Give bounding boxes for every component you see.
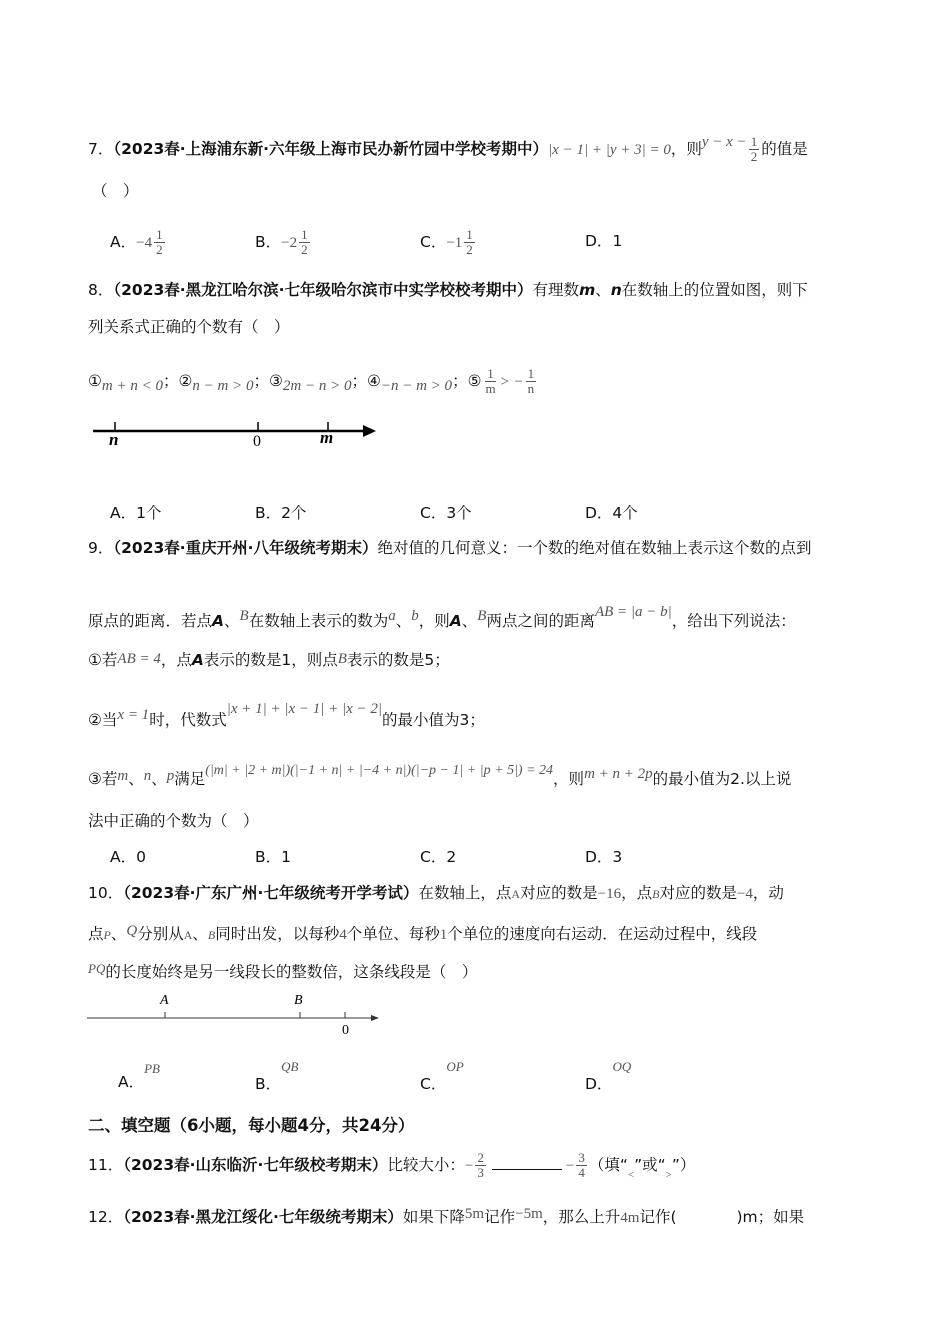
q7-option-a[interactable]: A．−4 $\frac{1}{2}$	[110, 227, 163, 257]
q9-option-d[interactable]: D．3	[585, 848, 623, 866]
q10-axis-arrow	[371, 1015, 379, 1021]
q7-option-c[interactable]: C．−1 $\frac{1}{2}$	[420, 227, 473, 257]
q7-number: 7．	[88, 140, 114, 158]
q10-stem: 10．（2023春·广东广州·七年级统考开学考试）在数轴上，点A对应的数是−16，点B对应的数是−4，动	[88, 884, 784, 902]
q11-fraction-1: $\frac{2}{3}$	[477, 1150, 484, 1180]
q8-stem: 8．（2023春·黑龙江哈尔滨·七年级哈尔滨市中实学校校考期中）有理数m、n在数轴上的位置如图，则下	[88, 281, 808, 299]
q9-source: （2023春·重庆开州·八年级统考期末）	[113, 539, 378, 557]
q8-source: （2023春·黑龙江哈尔滨·七年级哈尔滨市中实学校校考期中）	[113, 281, 533, 299]
q8-option-b[interactable]: B．2个	[255, 504, 307, 522]
q8-number-line	[88, 412, 388, 454]
q9-statement-3: ③若m、n、p满足(|m| + |2 + m|)(|−1 + n| + |−4 + n|)(|−p − 1| + |p + 5|) = 24，则m + n + 2p的最小值为2.以上说	[88, 763, 792, 788]
q10-option-b[interactable]: B．$^{QB}$	[255, 1059, 299, 1093]
q10-option-d[interactable]: D．$^{OQ}$	[585, 1059, 632, 1093]
q9-stem-line2: 原点的距离．若点A、B在数轴上表示的数为a、b，则A、B两点之间的距离AB = |a − b|，给出下列说法：	[88, 604, 796, 630]
q9-stem: 9．（2023春·重庆开州·八年级统考期末）绝对值的几何意义：一个数的绝对值在数轴上表示这个数的点到	[88, 539, 812, 557]
q7-paren: （ ）	[92, 182, 139, 200]
q12-stem: 12．（2023春·黑龙江绥化·七年级统考期末）如果下降5m记作−5m，那么上升4m记作( )m；如果	[88, 1206, 805, 1226]
q11-stem: 11．（2023春·山东临沂·七年级校考期末）比较大小：− $\frac{2}{3}$ − $\frac{3}{4}$ （填“$_<$”或“$_>$”）	[88, 1150, 696, 1181]
q8-relations: ①m + n < 0；②n − m > 0；③2m − n > 0；④−n − m > 0；⑤ $\frac{1}{m}$ > − $\frac{1}{n}$	[88, 366, 535, 396]
q9-statement-2: ②当x = 1时，代数式|x + 1| + |x − 1| + |x − 2|的最小值为3；	[88, 701, 485, 729]
q8-axis-arrow	[363, 425, 376, 437]
q9-statement-1: ①若AB = 4，点A表示的数是1，则点B表示的数是5；	[88, 651, 450, 669]
q7-stem: 7．（2023春·上海浦东新·六年级上海市民办新竹园中学校考期中）|x − 1| + |y + 3| = 0，则y − x − $\frac{1}{2}$ 的值是	[88, 134, 808, 164]
q7-condition: |x − 1| + |y + 3| = 0	[548, 142, 671, 158]
q9-stem-last: 法中正确的个数为（ ）	[88, 812, 259, 830]
q11-fraction-2: $\frac{3}{4}$	[578, 1150, 585, 1180]
q8-label-m: m	[320, 428, 334, 447]
q8-stem-line2: 列关系式正确的个数有（ ）	[88, 318, 290, 336]
q10-source: （2023春·广东广州·七年级统考开学考试）	[123, 884, 419, 902]
q10-label-zero: 0	[342, 1023, 349, 1038]
q7-option-d[interactable]: D．1	[585, 232, 623, 250]
q10-stem-line2: 点P、Q分别从A、B同时出发，以每秒4个单位、每秒1个单位的速度向右运动．在运动过程中，线段	[88, 923, 758, 943]
q7-expression: y − x −	[701, 134, 747, 150]
q7-option-b[interactable]: B．−2 $\frac{1}{2}$	[255, 227, 308, 257]
q12-source: （2023春·黑龙江绥化·七年级统考期末）	[123, 1208, 403, 1226]
q10-option-a[interactable]: A．PB	[118, 1061, 160, 1091]
section-heading: 二、填空题（6小题，每小题4分，共24分）	[88, 1116, 415, 1135]
q11-answer-blank[interactable]	[492, 1155, 562, 1170]
q10-stem-line3: $^{PQ}$的长度始终是另一线段长的整数倍，这条线段是（ ）	[88, 961, 478, 981]
q8-label-zero: 0	[253, 433, 261, 450]
q8-label-n: n	[109, 430, 119, 449]
q7-source: （2023春·上海浦东新·六年级上海市民办新竹园中学校考期中）	[113, 140, 549, 158]
q9-option-c[interactable]: C．2	[420, 848, 457, 866]
q8-option-d[interactable]: D．4个	[585, 504, 638, 522]
q8-option-a[interactable]: A．1个	[110, 504, 162, 522]
q11-source: （2023春·山东临沂·七年级校考期末）	[123, 1156, 388, 1174]
q10-label-a: A	[160, 993, 169, 1008]
q10-label-b: B	[294, 993, 303, 1008]
q7-half: $\frac{1}{2}$	[750, 134, 758, 164]
q8-option-c[interactable]: C．3个	[420, 504, 472, 522]
q9-option-b[interactable]: B．1	[255, 848, 291, 866]
q9-option-a[interactable]: A．0	[110, 848, 146, 866]
q10-number-line	[85, 990, 385, 1038]
q10-option-c[interactable]: C．$^{OP}$	[420, 1059, 464, 1093]
